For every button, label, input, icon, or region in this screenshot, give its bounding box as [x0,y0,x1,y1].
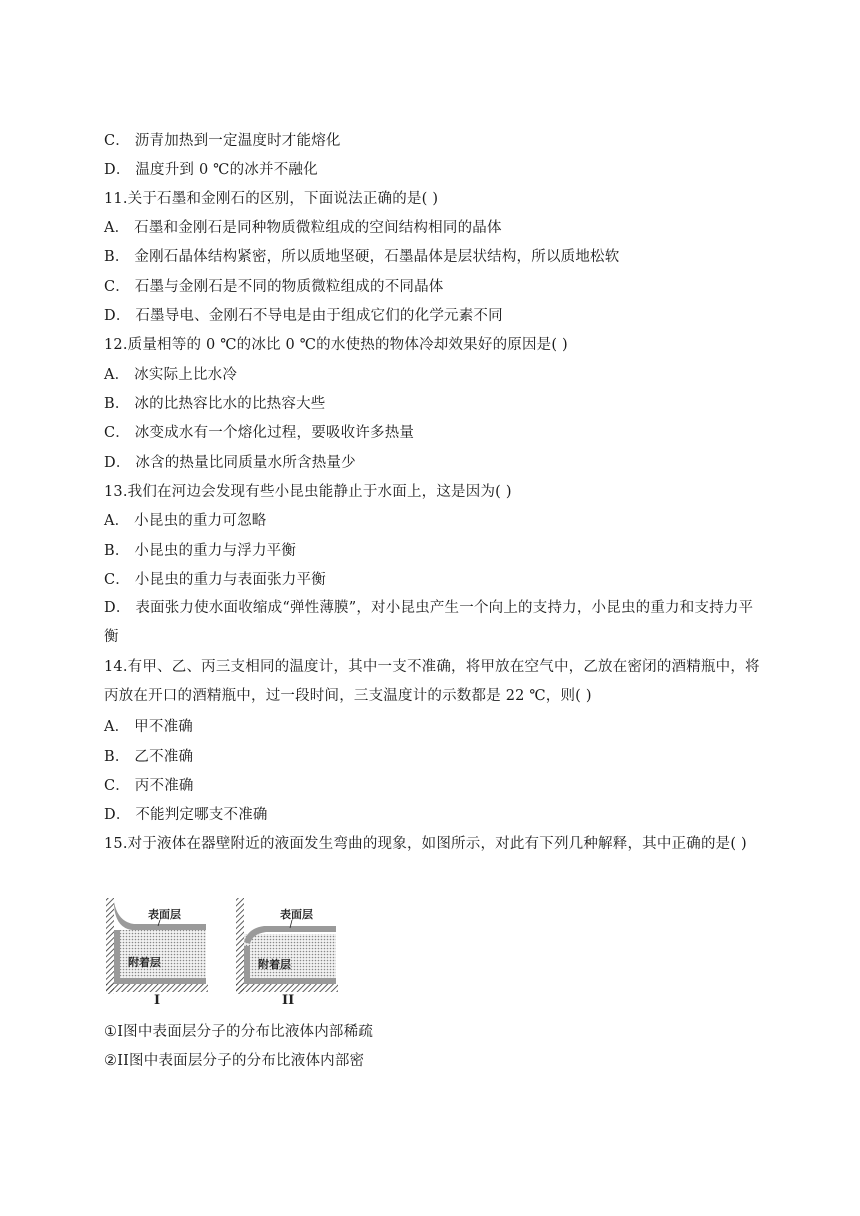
surface-label-I: 表面层 [148,908,181,921]
option-12d: D． 冰含的热量比同质量水所含热量少 [104,455,356,471]
option-13a: A． 小昆虫的重力可忽略 [104,513,267,529]
option-14d: D． 不能判定哪支不准确 [104,807,268,823]
roman-label-II: II [282,993,295,1004]
container-bottom-II [236,984,338,992]
adhesion-label-I: 附着层 [128,956,161,969]
container-wall-II [236,898,244,994]
option-12b: B． 冰的比热容比水的比热容大些 [104,396,326,412]
surface-label-II: 表面层 [280,908,313,921]
option-11b: B． 金刚石晶体结构紧密，所以质地坚硬，石墨晶体是层状结构，所以质地松软 [104,249,620,265]
container-bottom-I [106,984,208,992]
option-14c: C． 丙不准确 [104,778,194,794]
question-13-stem: 13.我们在河边会发现有些小昆虫能静止于水面上，这是因为( ) [104,484,512,500]
diagram-II [236,898,338,1004]
question-14-stem: 14.有甲、乙、丙三支相同的温度计，其中一支不准确，将甲放在空气中，乙放在密闭的酒精瓶中，将丙放在开口的酒精瓶中，过一段时间，三支温度计的示数都是 22 ℃，则( ) [104,659,760,704]
question-12-stem: 12.质量相等的 0 ℃的冰比 0 ℃的水使热的物体冷却效果好的原因是( ) [104,337,568,353]
question-15-stem: 15.对于液体在器壁附近的液面发生弯曲的现象，如图所示，对此有下列几种解释，其中正确的是( ) [104,836,747,852]
statement-2: ②II图中表面层分子的分布比液体内部密 [104,1053,365,1069]
container-wall-I [106,898,114,994]
option-11d: D． 石墨导电、金刚石不导电是由于组成它们的化学元素不同 [104,308,503,324]
option-12a: A． 冰实际上比水冷 [104,367,238,383]
option-13b: B． 小昆虫的重力与浮力平衡 [104,543,297,559]
option-13d: D． 表面张力使水面收缩成“弹性薄膜”，对小昆虫产生一个向上的支持力，小昆虫的重力和支持力平衡 [104,600,754,645]
liquid-surface-figure [104,896,340,1004]
roman-label-I: I [154,993,161,1004]
option-12c: C． 冰变成水有一个熔化过程，要吸收许多热量 [104,425,415,441]
option-10c: C． 沥青加热到一定温度时才能熔化 [104,133,341,149]
option-11c: C． 石墨与金刚石是不同的物质微粒组成的不同晶体 [104,279,444,295]
option-13c: C． 小昆虫的重力与表面张力平衡 [104,572,326,588]
option-14b: B． 乙不准确 [104,749,194,765]
option-10d: D． 温度升到 0 ℃的冰并不融化 [104,162,318,178]
option-11a: A． 石墨和金刚石是同种物质微粒组成的空间结构相同的晶体 [104,220,502,236]
question-11-stem: 11.关于石墨和金刚石的区别，下面说法正确的是( ) [104,191,439,207]
statement-1: ①I图中表面层分子的分布比液体内部稀疏 [104,1024,374,1040]
adhesion-label-II: 附着层 [258,958,291,971]
option-14a: A． 甲不准确 [104,719,193,735]
diagram-I [106,898,208,1004]
